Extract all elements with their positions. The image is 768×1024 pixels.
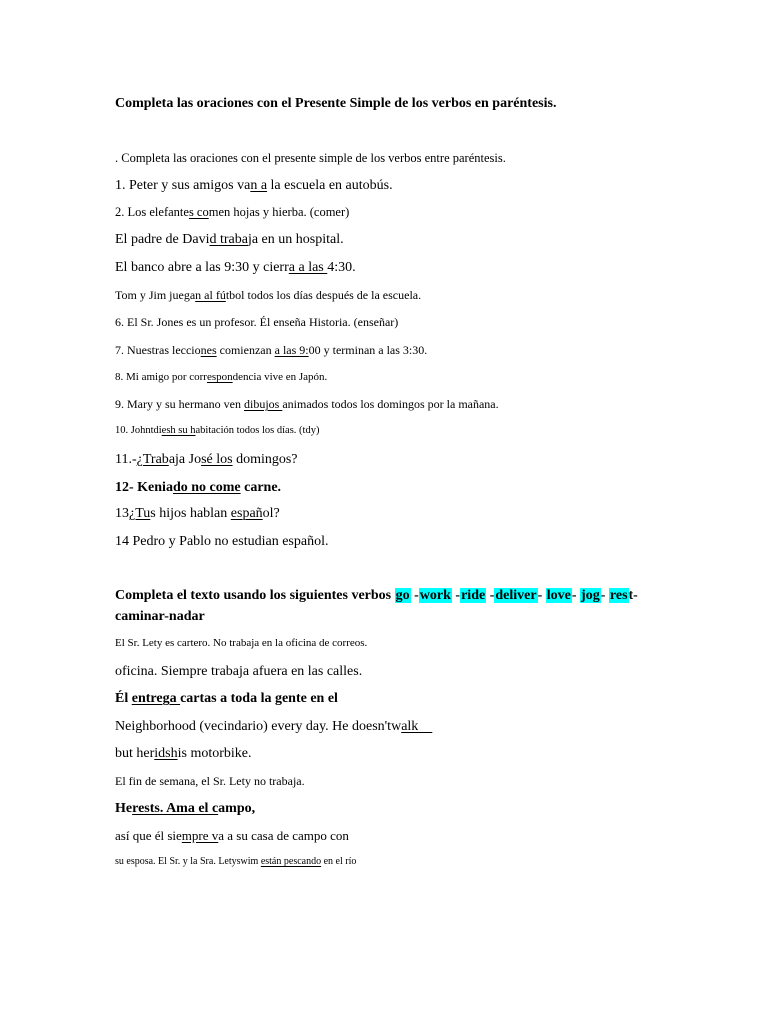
verb-love: love: [546, 588, 571, 603]
sentence-12: 12- Keniado no come carne.: [115, 480, 282, 495]
sentence-7: 7. Nuestras lecciones comienzan a las 9:00 y terminan a las 3:30.: [115, 343, 428, 357]
text-line-3: Él entrega cartas a toda la gente en el: [115, 691, 338, 706]
sentence-11: 11.-¿Trabaja José los domingos?: [115, 452, 298, 467]
text-line-8: así que él siempre va a su casa de campo con: [115, 828, 349, 843]
section2-title-line2: caminar-nadar: [115, 609, 205, 624]
sentence-3: El padre de David trabaja en un hospital.: [115, 232, 344, 247]
sentence-13: 13¿Tus hijos hablan español?: [115, 506, 280, 521]
section1-title: Completa las oraciones con el Presente Simple de los verbos en paréntesis.: [115, 96, 557, 111]
text-line-5: but heridshis motorbike.: [115, 746, 252, 761]
text-line-1: El Sr. Lety es cartero. No trabaja en la oficina de correos.: [115, 637, 368, 649]
verb-rest: res: [609, 588, 628, 603]
sentence-8: 8. Mi amigo por correspondencia vive en Japón.: [115, 371, 328, 383]
text-line-4: Neighborhood (vecindario) every day. He doesn'twalk: [115, 719, 433, 734]
section1-intro: . Completa las oraciones con el presente simple de los verbos entre paréntesis.: [115, 151, 506, 165]
text-line-7: Herests. Ama el campo,: [115, 801, 256, 816]
sentence-14: 14 Pedro y Pablo no estudian español.: [115, 534, 329, 549]
section2-title: Completa el texto usando los siguientes verbos go -work -ride -deliver- love- jog- rest-: [115, 588, 638, 603]
sentence-6: 6. El Sr. Jones es un profesor. Él enseña Historia. (enseñar): [115, 315, 399, 329]
sentence-1: 1. Peter y sus amigos van a la escuela en autobús.: [115, 178, 393, 193]
sentence-2: 2. Los elefantes comen hojas y hierba. (comer): [115, 205, 350, 219]
sentence-5: Tom y Jim juegan al fútbol todos los días después de la escuela.: [115, 288, 422, 302]
verb-work: work: [419, 588, 451, 603]
verb-jog: jog: [581, 588, 600, 603]
verb-go: go: [395, 588, 410, 603]
sentence-9: 9. Mary y su hermano ven dibujos animados todos los domingos por la mañana.: [115, 397, 499, 411]
verb-ride: ride: [461, 588, 486, 603]
text-line-6: El fin de semana, el Sr. Lety no trabaja.: [115, 774, 305, 788]
text-line-9: su esposa. El Sr. y la Sra. Letyswim están pescando en el río: [115, 856, 357, 867]
verb-deliver: deliver: [495, 588, 537, 603]
sentence-10: 10. Johntdiesh su habitación todos los días. (tdy): [115, 425, 320, 436]
sentence-4: El banco abre a las 9:30 y cierra a las 4:30.: [115, 260, 356, 275]
text-line-2: oficina. Siempre trabaja afuera en las calles.: [115, 664, 363, 679]
